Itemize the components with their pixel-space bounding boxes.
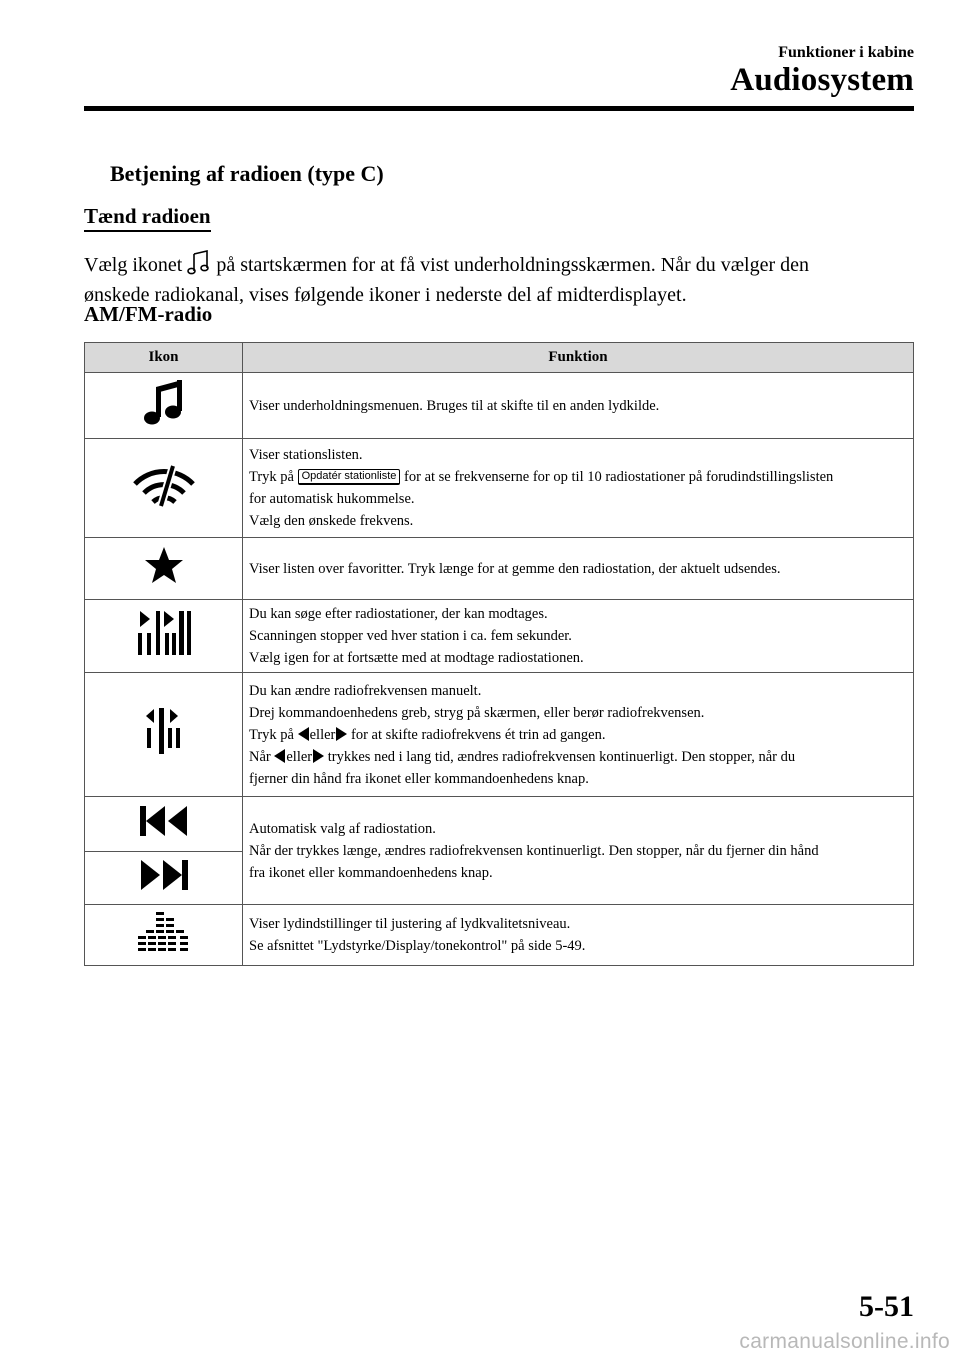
triangle-left-icon (274, 749, 286, 763)
row-1-line-1: Viser underholdningsmenuen. Bruges til at skifte til en anden lydkilde. (249, 397, 660, 414)
row-5-tryk: Tryk på (249, 726, 294, 743)
row-4-line-3: Vælg igen for at fortsætte med at modtage radiostationen. (249, 650, 584, 666)
row-2-line-1: Viser stationslisten. (249, 447, 363, 463)
equalizer-icon (136, 908, 192, 956)
subsection-title: Tænd radioen (84, 204, 211, 232)
header-function: Funktion (243, 343, 914, 373)
row-5-line-4-rest: trykkes ned i lang tid, ændres radiofrekvensen kontinuerligt. Den stopper, når du (327, 748, 796, 765)
section-title: Betjening af radioen (type C) (110, 161, 384, 186)
row-6-line-1: Automatisk valg af radiostation. (249, 820, 436, 837)
page-number: 5-51 (859, 1290, 914, 1323)
watermark: carmanualsonline.info (739, 1330, 950, 1353)
header-title: Audiosystem (730, 62, 914, 98)
seek-forward-icon (137, 858, 191, 892)
row-4-line-2: Scanningen stopper ved hver station i ca. fem sekunder. (249, 628, 572, 644)
am-fm-heading: AM/FM-radio (84, 302, 213, 326)
seek-back-icon (137, 804, 191, 838)
row-5-line-1: Du kan ændre radiofrekvensen manuelt. (249, 682, 482, 699)
row-3-line-1: Viser listen over favoritter. Tryk længe for at gemme den radiostation, der aktuelt udsendes. (249, 560, 781, 577)
row-5-line-3-rest: for at skifte radiofrekvens ét trin ad gangen. (351, 726, 606, 743)
radio-signal-icon (131, 462, 197, 508)
triangle-right-icon (335, 727, 347, 741)
music-note-inline-icon (187, 250, 211, 276)
table-row (85, 439, 914, 538)
row-5-eller: eller (309, 726, 336, 743)
table-row (85, 905, 914, 966)
header-section: Funktioner i kabine (778, 44, 914, 61)
table-row (85, 797, 914, 852)
update-station-list-button: Opdatér stationliste (298, 469, 401, 485)
header-rule (84, 106, 914, 111)
header-icon: Ikon (85, 343, 243, 373)
row-2-tryk: Tryk på (249, 469, 294, 485)
row-4-line-1: Du kan søge efter radiostationer, der kan modtages. (249, 606, 548, 622)
table-row (85, 673, 914, 797)
row-6-line-3: fra ikonet eller kommandoenhedens knap. (249, 864, 493, 881)
music-note-icon (142, 377, 186, 427)
icon-function-table (84, 342, 914, 966)
manual-tune-icon (144, 706, 184, 756)
table-row (85, 600, 914, 673)
row-5-line-2: Drej kommandoenhedens greb, stryg på skærmen, eller berør radiofrekvensen. (249, 704, 705, 721)
row-5-eller-2: eller (286, 748, 313, 765)
row-5-naar: Når (249, 748, 271, 765)
triangle-left-icon (298, 727, 310, 741)
row-7-line-2: Se afsnittet "Lydstyrke/Display/tonekontrol" på side 5-49. (249, 938, 586, 954)
table-row (85, 373, 914, 439)
row-2-line-2-rest: for at se frekvenserne for op til 10 radiostationer på forudindstillingslisten (404, 469, 834, 485)
intro-line-2: ønskede radiokanal, vises følgende ikoner i nederste del af midterdisplayet. (84, 284, 687, 306)
intro-paragraph (84, 250, 914, 310)
intro-before-icon: Vælg ikonet (84, 254, 183, 276)
row-2-line-4: Vælg den ønskede frekvens. (249, 513, 414, 529)
scan-icon (134, 609, 194, 657)
intro-after-icon: på startskærmen for at få vist underholdningsskærmen. Når du vælger den (216, 254, 809, 276)
star-icon (144, 546, 184, 584)
row-7-line-1: Viser lydindstillinger til justering af lydkvalitetsniveau. (249, 916, 571, 932)
row-6-line-2: Når der trykkes længe, ændres radiofrekvensen kontinuerligt. Den stopper, når du fjerner din hånd (249, 842, 819, 859)
table-row (85, 538, 914, 600)
row-5-line-5: fjerner din hånd fra ikonet eller kommandoenhedens knap. (249, 770, 589, 787)
row-2-line-3: for automatisk hukommelse. (249, 491, 415, 507)
triangle-right-icon (312, 749, 324, 763)
